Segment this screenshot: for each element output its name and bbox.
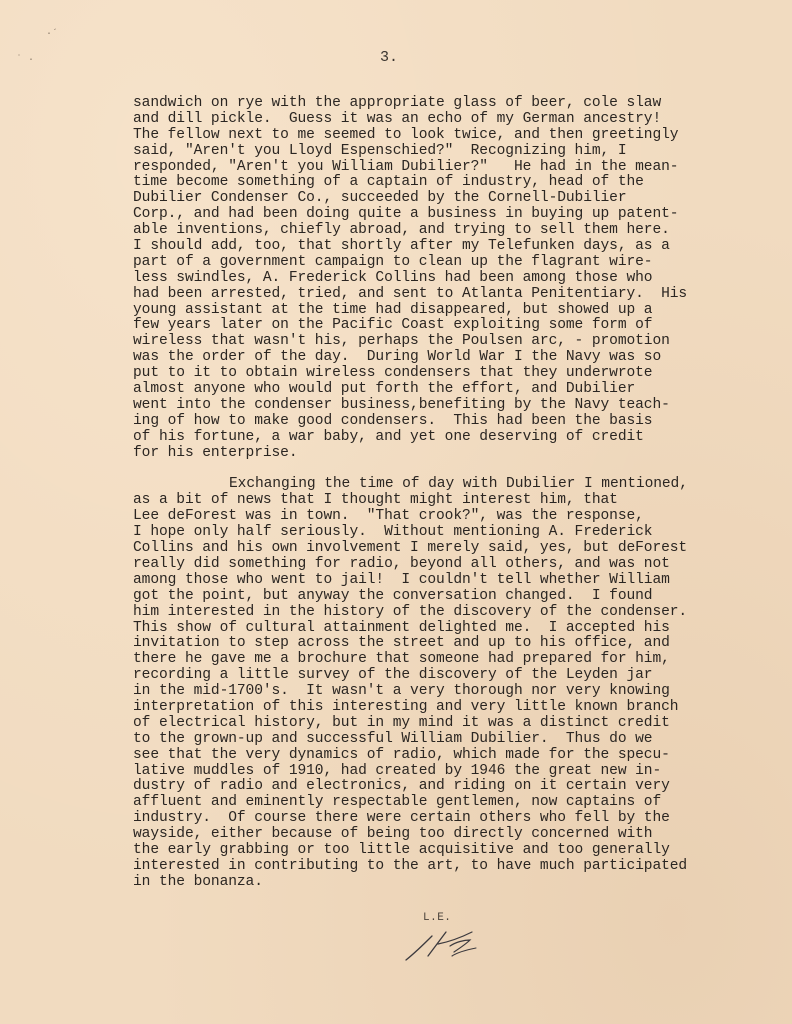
text-line: had been arrested, tried, and sent to Atlanta Penitentiary. His	[133, 285, 688, 302]
text-line: for his enterprise.	[133, 444, 298, 461]
text-line: The fellow next to me seemed to look twice, and then greetingly	[133, 126, 679, 143]
text-line: young assistant at the time had disappeared, but showed up a	[133, 301, 653, 318]
paragraph	[133, 96, 743, 461]
text-line: I hope only half seriously. Without mentioning A. Frederick	[133, 524, 653, 541]
text-line: in the mid-1700's. It wasn't a very thorough nor very knowing	[133, 683, 670, 700]
text-line: part of a government campaign to clean up the flagrant wire-	[133, 253, 653, 270]
text-line: the early grabbing or too little acquisitive and too generally	[133, 841, 670, 858]
text-line: invitation to step across the street and up to his office, and	[133, 635, 670, 652]
text-line: sandwich on rye with the appropriate glass of beer, cole slaw	[133, 95, 662, 111]
text-line: interpretation of this interesting and very little known branch	[133, 698, 679, 715]
text-line: ing of how to make good condensers. This had been the basis	[133, 412, 653, 429]
text-line: of electrical history, but in my mind it was a distinct credit	[133, 714, 670, 731]
paragraph	[133, 477, 743, 890]
text-line: as a bit of news that I thought might interest him, that	[133, 492, 618, 509]
text-line: of his fortune, a war baby, and yet one deserving of credit	[133, 428, 644, 445]
text-line: affluent and eminently respectable gentlemen, now captains of	[133, 794, 662, 811]
text-line: few years later on the Pacific Coast exploiting some form of	[133, 317, 653, 334]
text-line: see that the very dynamics of radio, which made for the specu-	[133, 746, 670, 763]
handwritten-signature	[398, 922, 488, 964]
text-line: Corp., and had been doing quite a business in buying up patent-	[133, 206, 679, 223]
text-line: Collins and his own involvement I merely said, yes, but deForest	[133, 540, 688, 557]
text-line: time become something of a captain of industry, head of the	[133, 174, 644, 191]
text-line: and dill pickle. Guess it was an echo of my German ancestry!	[133, 110, 662, 127]
text-line: wayside, either because of being too directly concerned with	[133, 826, 653, 843]
paragraph-gap	[133, 461, 743, 477]
text-line: really did something for radio, beyond all others, and was not	[133, 555, 670, 572]
text-line: able inventions, chiefly abroad, and trying to sell them here.	[133, 222, 670, 239]
text-line: interested in contributing to the art, to have much participated	[133, 857, 688, 874]
text-line: I should add, too, that shortly after my Telefunken days, as a	[133, 238, 670, 255]
text-line: lative muddles of 1910, had created by 1946 the great new in-	[133, 762, 662, 779]
signature-initials: L.E.	[423, 912, 452, 924]
letter-body	[133, 96, 743, 891]
text-line: Dubilier Condenser Co., succeeded by the Cornell-Dubilier	[133, 190, 627, 207]
text-line: wireless that wasn't his, perhaps the Poulsen arc, - promotion	[133, 333, 670, 350]
text-line: put to it to obtain wireless condensers that they underwrote	[133, 365, 653, 382]
text-line: got the point, but anyway the conversation changed. I found	[133, 587, 653, 604]
text-line: less swindles, A. Frederick Collins had been among those who	[133, 269, 653, 286]
text-line: recording a little survey of the discovery of the Leyden jar	[133, 667, 653, 684]
text-line: industry. Of course there were certain others who fell by the	[133, 810, 670, 827]
text-line: there he gave me a brochure that someone had prepared for him,	[133, 651, 670, 668]
text-line: responded, "Aren't you William Dubilier?" He had in the mean-	[133, 158, 679, 175]
paper-speck: ·´	[46, 29, 59, 40]
text-line: was the order of the day. During World War I the Navy was so	[133, 349, 662, 366]
text-line: said, "Aren't you Lloyd Espenschied?" Recognizing him, I	[133, 142, 627, 159]
page-number: 3.	[380, 49, 399, 66]
paragraphs-container	[133, 96, 743, 891]
text-line: him interested in the history of the discovery of the condenser.	[133, 603, 688, 620]
text-line: This show of cultural attainment delighted me. I accepted his	[133, 619, 670, 636]
text-line: went into the condenser business,benefiting by the Navy teach-	[133, 396, 670, 413]
text-line: in the bonanza.	[133, 873, 263, 890]
text-line: to the grown-up and successful William Dubilier. Thus do we	[133, 730, 653, 747]
text-line: almost anyone who would put forth the effort, and Dubilier	[133, 381, 636, 398]
text-line: Exchanging the time of day with Dubilier I mentioned,	[229, 476, 688, 493]
paper-speck: ˙ ·	[16, 55, 35, 66]
text-line: Lee deForest was in town. "That crook?", was the response,	[133, 508, 644, 525]
text-line: among those who went to jail! I couldn't tell whether William	[133, 571, 670, 588]
text-line: dustry of radio and electronics, and riding on it certain very	[133, 778, 670, 795]
